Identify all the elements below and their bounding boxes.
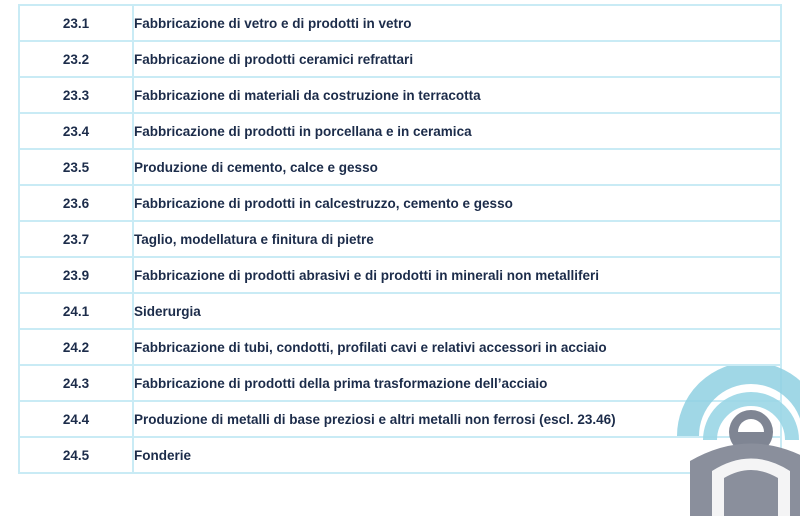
- table-row: [19, 77, 781, 113]
- table-row: [19, 257, 781, 293]
- ateco-code-cell: 24.3: [19, 365, 133, 401]
- table-row: [19, 113, 781, 149]
- ateco-code-cell: 23.4: [19, 113, 133, 149]
- activity-description-cell: Fonderie: [133, 437, 781, 473]
- activity-description-cell: Fabbricazione di tubi, condotti, profilati cavi e relativi accessori in acciaio: [133, 329, 781, 365]
- ateco-code-cell: 23.3: [19, 77, 133, 113]
- activity-description-cell: Produzione di cemento, calce e gesso: [133, 149, 781, 185]
- activity-description-cell: Taglio, modellatura e finitura di pietre: [133, 221, 781, 257]
- ateco-code-cell: 23.9: [19, 257, 133, 293]
- ateco-code-cell: 24.4: [19, 401, 133, 437]
- brand-logo-icon: [676, 366, 800, 516]
- activity-description-cell: Fabbricazione di vetro e di prodotti in vetro: [133, 5, 781, 41]
- table-row: [19, 437, 781, 473]
- table-row: [19, 293, 781, 329]
- ateco-code-cell: 23.1: [19, 5, 133, 41]
- table-row: [19, 5, 781, 41]
- ateco-codes-table: [18, 4, 782, 474]
- table-row: [19, 221, 781, 257]
- activity-description-cell: Fabbricazione di prodotti ceramici refrattari: [133, 41, 781, 77]
- ateco-code-cell: 23.5: [19, 149, 133, 185]
- table-row: [19, 365, 781, 401]
- ateco-code-cell: 24.5: [19, 437, 133, 473]
- ateco-code-cell: 24.2: [19, 329, 133, 365]
- activity-description-cell: Fabbricazione di prodotti abrasivi e di prodotti in minerali non metalliferi: [133, 257, 781, 293]
- ateco-codes-table-container: [18, 4, 782, 474]
- ateco-code-cell: 24.1: [19, 293, 133, 329]
- table-row: [19, 185, 781, 221]
- activity-description-cell: Fabbricazione di prodotti della prima trasformazione dell’acciaio: [133, 365, 781, 401]
- table-body: [19, 5, 781, 473]
- ateco-code-cell: 23.6: [19, 185, 133, 221]
- activity-description-cell: Fabbricazione di materiali da costruzione in terracotta: [133, 77, 781, 113]
- ateco-code-cell: 23.7: [19, 221, 133, 257]
- table-row: [19, 41, 781, 77]
- ateco-code-cell: 23.2: [19, 41, 133, 77]
- activity-description-cell: Siderurgia: [133, 293, 781, 329]
- table-row: [19, 329, 781, 365]
- activity-description-cell: Produzione di metalli di base preziosi e altri metalli non ferrosi (escl. 23.46): [133, 401, 781, 437]
- activity-description-cell: Fabbricazione di prodotti in porcellana e in ceramica: [133, 113, 781, 149]
- table-row: [19, 401, 781, 437]
- table-row: [19, 149, 781, 185]
- activity-description-cell: Fabbricazione di prodotti in calcestruzzo, cemento e gesso: [133, 185, 781, 221]
